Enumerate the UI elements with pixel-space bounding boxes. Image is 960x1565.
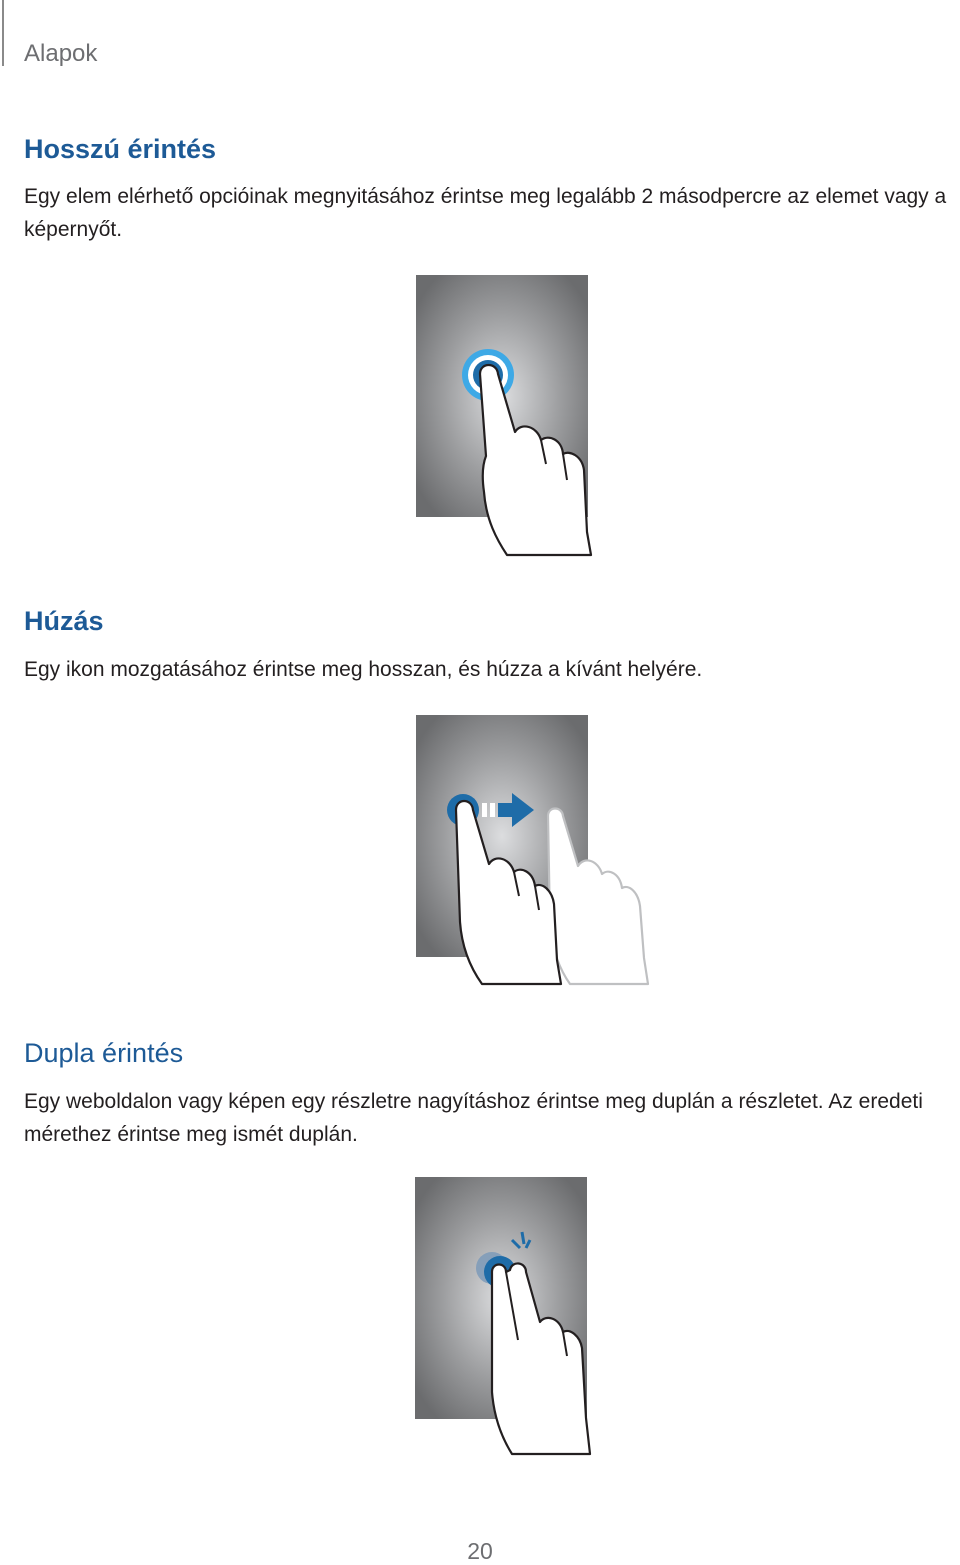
section-title-drag: Húzás: [24, 606, 104, 636]
section-text-drag: [24, 653, 954, 686]
running-header: Alapok: [24, 40, 98, 67]
section-title-double-tap: Dupla érintés: [24, 1038, 184, 1068]
text-line: Egy elem elérhető opcióinak megnyitásához érintse meg legalább 2 másodpercre az elemet vagy a: [24, 185, 947, 208]
double-tap-gesture-icon: [400, 1172, 620, 1462]
text-line: Egy ikon mozgatásához érintse meg hosszan, és húzza a kívánt helyére.: [24, 658, 703, 681]
drag-gesture-icon: [400, 708, 660, 988]
text-line: mérethez érintse meg ismét duplán.: [24, 1123, 358, 1146]
section-text-double-tap: [24, 1085, 954, 1151]
text-line: Egy weboldalon vagy képen egy részletre nagyításhoz érintse meg duplán a részletet. Az eredeti: [24, 1090, 923, 1113]
section-text-long-press: [24, 180, 954, 246]
page-number: 20: [467, 1538, 493, 1564]
section-title-long-press: Hosszú érintés: [24, 134, 217, 164]
text-line: képernyőt.: [24, 218, 123, 241]
margin-rule: [2, 0, 4, 66]
long-press-gesture-icon: [400, 270, 620, 560]
